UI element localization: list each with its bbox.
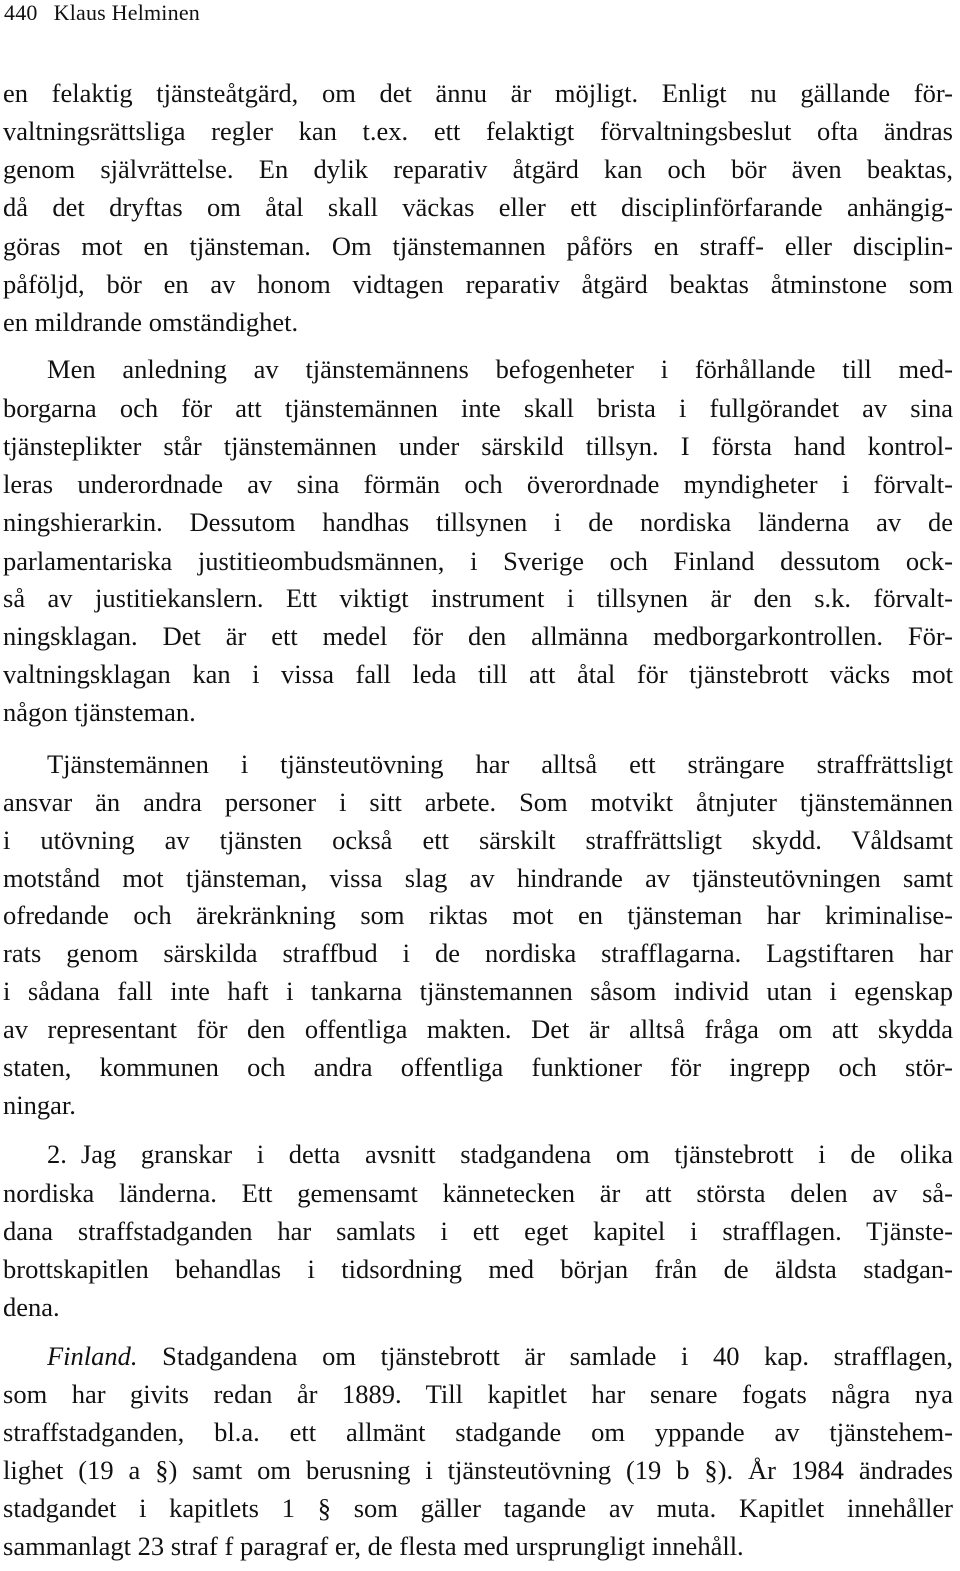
text-line: valtningsklagan kan i vissa fall leda till att åtal för tjänstebrott väcks mot bbox=[3, 659, 953, 689]
text-line bbox=[47, 1338, 953, 1375]
text-line: borgarna och för att tjänstemännen inte skall brista i fullgörandet av sina bbox=[3, 393, 953, 423]
text-line: ningsklagan. Det är ett medel för den allmänna medborgarkontrollen. För- bbox=[3, 621, 953, 651]
text-line: Tjänstemännen i tjänsteutövning har alltså ett strängare straffrättsligt bbox=[47, 749, 953, 779]
page-number: 440 bbox=[4, 0, 38, 25]
text-line: göras mot en tjänsteman. Om tjänstemannen påförs en straff- eller disciplin- bbox=[3, 231, 953, 261]
text-line: nordiska länderna. Ett gemensamt kännetecken är att största delen av så- bbox=[3, 1178, 953, 1208]
text-span: Stadgandena om tjänstebrott är samlade i 40 kap. strafflagen, bbox=[162, 1341, 953, 1371]
running-header bbox=[4, 0, 200, 26]
text-line: en felaktig tjänsteåtgärd, om det ännu är möjligt. Enligt nu gällande för- bbox=[3, 78, 953, 108]
text-line: någon tjänsteman. bbox=[3, 697, 196, 727]
italic-lead: Finland. bbox=[47, 1341, 138, 1371]
text-line: parlamentariska justitieombudsmännen, i Sverige och Finland dessutom ock- bbox=[3, 546, 953, 576]
text-span: Jag granskar i detta avsnitt stadgandena om tjänstebrott i de olika bbox=[80, 1139, 953, 1169]
text-line: sammanlagt 23 straf f paragraf er, de flesta med ursprungligt innehåll. bbox=[3, 1531, 744, 1561]
text-line: brottskapitlen behandlas i tidsordning med början från de äldsta stadgan- bbox=[3, 1254, 953, 1284]
text-line: stadgandet i kapitlets 1 § som gäller tagande av muta. Kapitlet innehåller bbox=[3, 1493, 953, 1523]
text-line: tjänsteplikter står tjänstemännen under särskild tillsyn. I första hand kontrol- bbox=[3, 431, 953, 461]
text-line: valtningsrättsliga regler kan t.ex. ett felaktigt förvaltningsbeslut ofta ändras bbox=[3, 116, 953, 146]
text-line: av representant för den offentliga makten. Det är alltså fråga om att skydda bbox=[3, 1014, 953, 1044]
text-line bbox=[47, 1136, 953, 1173]
running-head-author: Klaus Helminen bbox=[53, 0, 200, 25]
text-line: i utövning av tjänsten också ett särskilt straffrättsligt skydd. Våldsamt bbox=[3, 825, 953, 855]
text-line: ofredande och ärekränkning som riktas mot en tjänsteman har kriminalise- bbox=[3, 900, 953, 930]
text-line: straffstadganden, bl.a. ett allmänt stadgande om yppande av tjänstehem- bbox=[3, 1417, 953, 1447]
text-line: ansvar än andra personer i sitt arbete. Som motvikt åtnjuter tjänstemännen bbox=[3, 787, 953, 817]
text-line: en mildrande omständighet. bbox=[3, 307, 299, 337]
text-line: så av justitiekanslern. Ett viktigt instrument i tillsynen är den s.k. förvalt- bbox=[3, 583, 953, 613]
text-line: då det dryftas om åtal skall väckas eller ett disciplinförfarande anhängig- bbox=[3, 192, 953, 222]
text-line: som har givits redan år 1889. Till kapitlet har senare fogats några nya bbox=[3, 1379, 953, 1409]
text-line: ningshierarkin. Dessutom handhas tillsynen i de nordiska länderna av de bbox=[3, 507, 953, 537]
text-line: ningar. bbox=[3, 1090, 76, 1120]
text-line: Men anledning av tjänstemännens befogenheter i förhållande till med- bbox=[47, 354, 953, 384]
section-number: 2. bbox=[47, 1139, 67, 1169]
text-line: dena. bbox=[3, 1292, 60, 1322]
text-line: påföljd, bör en av honom vidtagen reparativ åtgärd beaktas åtminstone som bbox=[3, 269, 953, 299]
text-line: rats genom särskilda straffbud i de nordiska strafflagarna. Lagstiftaren har bbox=[3, 938, 953, 968]
text-line: staten, kommunen och andra offentliga funktioner för ingrepp och stör- bbox=[3, 1052, 953, 1082]
text-line: i sådana fall inte haft i tankarna tjänstemannen såsom individ utan i egenskap bbox=[3, 976, 953, 1006]
text-line: lighet (19 a §) samt om berusning i tjänsteutövning (19 b §). År 1984 ändrades bbox=[3, 1455, 953, 1485]
text-line: motstånd mot tjänsteman, vissa slag av hindrande av tjänsteutövningen samt bbox=[3, 863, 953, 893]
text-line: genom självrättelse. En dylik reparativ åtgärd kan och bör även beaktas, bbox=[3, 154, 953, 184]
text-line: leras underordnade av sina förmän och överordnade myndigheter i förvalt- bbox=[3, 469, 953, 499]
text-line: dana straffstadganden har samlats i ett eget kapitel i strafflagen. Tjänste- bbox=[3, 1216, 953, 1246]
